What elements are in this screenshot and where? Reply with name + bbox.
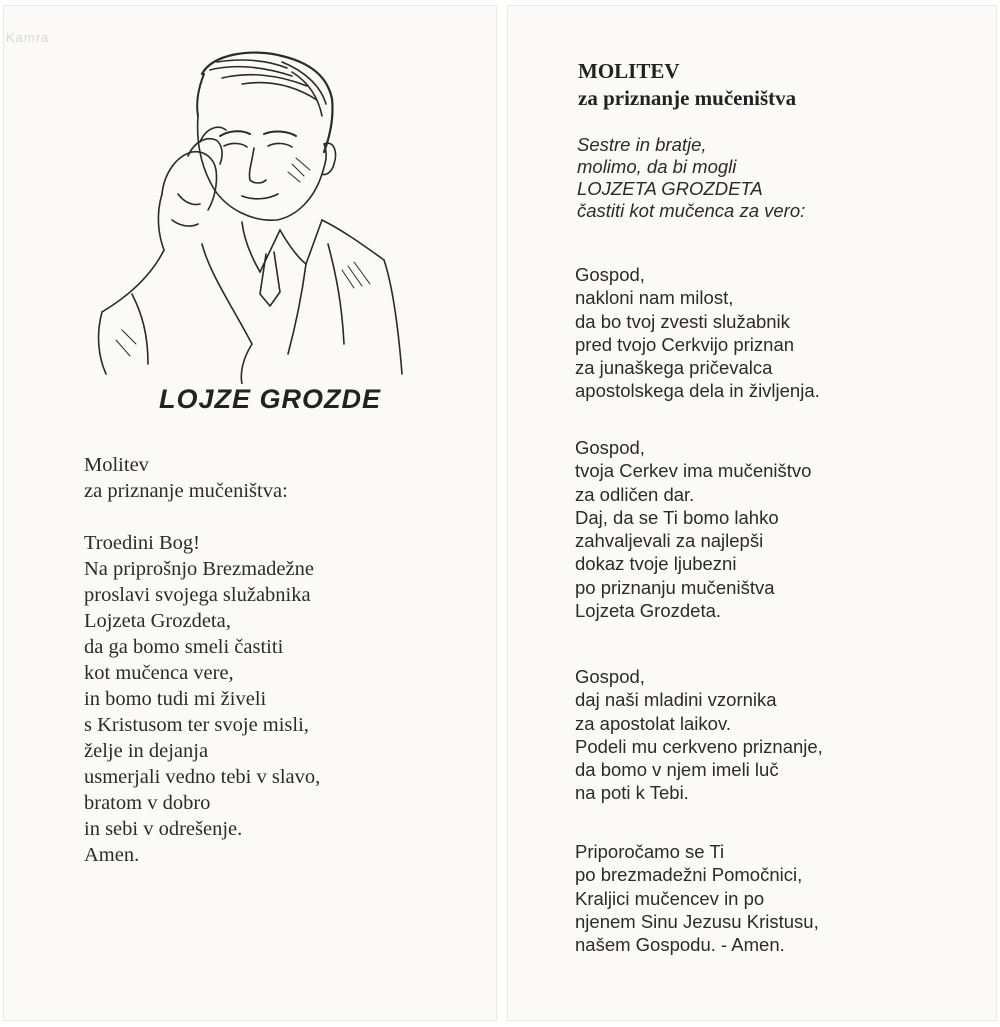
stanza-line: zahvaljevali za najlepši bbox=[575, 530, 764, 552]
stanza-line: Lojzeta Grozdeta. bbox=[575, 600, 722, 622]
prayer-line: Amen. bbox=[84, 844, 140, 866]
stanza-line: da bo tvoj zvesti služabnik bbox=[575, 310, 790, 332]
stanza bbox=[575, 263, 820, 403]
prayer-line: in bomo tudi mi živeli bbox=[84, 688, 267, 710]
prayer-line: Lojzeta Grozdeta, bbox=[84, 610, 231, 632]
stanza-line: Podeli mu cerkveno priznanje, bbox=[575, 735, 823, 757]
prayer-line: usmerjali vedno tebi v slavo, bbox=[84, 766, 321, 788]
stanza-line: apostolskega dela in življenja. bbox=[575, 380, 820, 402]
stanza-line: po priznanju mučeništva bbox=[575, 576, 775, 598]
stanza-line: Kraljici mučencev in po bbox=[575, 887, 765, 909]
prayer-line: in sebi v odrešenje. bbox=[84, 818, 243, 840]
stanza-line: Gospod, bbox=[575, 264, 645, 285]
stanza-line: po brezmadežni Pomočnici, bbox=[575, 864, 803, 886]
stanza-line: pred tvojo Cerkvijo priznan bbox=[575, 333, 795, 355]
stanza-line: Gospod, bbox=[575, 437, 645, 458]
prayer-line: kot mučenca vere, bbox=[84, 662, 234, 684]
stanza-line: daj naši mladini vzornika bbox=[575, 689, 777, 711]
stanza-line: Daj, da se Ti bomo lahko bbox=[575, 506, 779, 528]
stanza bbox=[575, 665, 823, 805]
watermark-logo: Kamra bbox=[6, 30, 50, 45]
portrait-sketch bbox=[92, 44, 412, 384]
prayer-line: bratom v dobro bbox=[84, 792, 211, 814]
stanza-line: njenem Sinu Jezusu Kristusu, bbox=[575, 910, 819, 932]
stanza-line: nakloni nam milost, bbox=[575, 287, 734, 309]
stanza bbox=[575, 436, 811, 622]
stanza-line: za apostolat laikov. bbox=[575, 712, 731, 734]
invocation-line: Sestre in bratje, bbox=[577, 134, 707, 155]
right-heading-subtitle: za priznanje mučeništva bbox=[578, 86, 797, 110]
stanza-line: na poti k Tebi. bbox=[575, 782, 689, 804]
prayer-line: Na priprošnjo Brezmadežne bbox=[84, 558, 314, 580]
prayer-line: proslavi svojega služabnika bbox=[84, 584, 311, 606]
stanza-line: Priporočamo se Ti bbox=[575, 841, 725, 862]
stanza-line: Gospod, bbox=[575, 666, 645, 687]
right-heading-title: MOLITEV bbox=[578, 59, 680, 83]
prayer-line: Troedini Bog! bbox=[84, 532, 200, 554]
invocation-line: molimo, da bi mogli bbox=[577, 156, 737, 177]
left-prayer-text bbox=[84, 452, 320, 868]
invocation-line: častiti kot mučenca za vero: bbox=[577, 200, 806, 221]
stanza-line: našem Gospodu. - Amen. bbox=[575, 934, 785, 956]
left-heading-line: Molitev bbox=[84, 454, 149, 476]
stanza-line: tvoja Cerkev ima mučeništvo bbox=[575, 460, 812, 482]
prayer-line: s Kristusom ter svoje misli, bbox=[84, 714, 309, 736]
stanza-line: za junaškega pričevalca bbox=[575, 357, 773, 379]
prayer-line: da ga bomo smeli častiti bbox=[84, 636, 284, 658]
stanza-gap bbox=[84, 504, 320, 530]
right-heading bbox=[578, 58, 796, 112]
stanza-line: dokaz tvoje ljubezni bbox=[575, 553, 737, 575]
invocation-line: LOJZETA GROZDETA bbox=[577, 178, 763, 199]
left-heading-line: za priznanje mučeništva: bbox=[84, 480, 288, 502]
portrait-name-title: LOJZE GROZDE bbox=[158, 384, 381, 414]
invocation bbox=[577, 134, 805, 222]
stanza-line: da bomo v njem imeli luč bbox=[575, 759, 779, 781]
prayer-line: želje in dejanja bbox=[84, 740, 209, 762]
stanza-line: za odličen dar. bbox=[575, 483, 695, 505]
stanza bbox=[575, 840, 819, 956]
